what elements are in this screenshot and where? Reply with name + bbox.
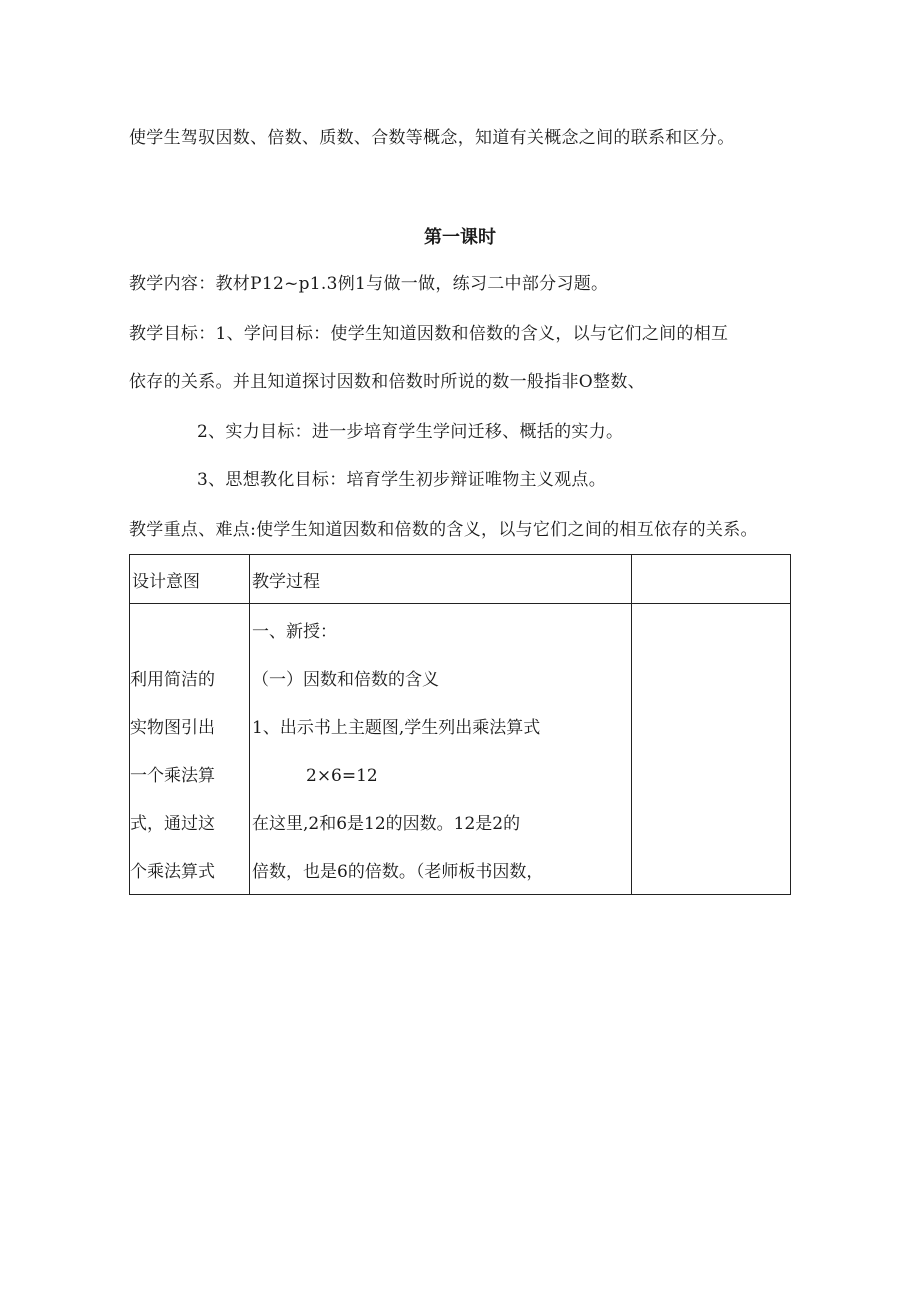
design-intent-line: 一个乘法算 <box>130 766 215 786</box>
process-line: 倍数，也是6的倍数。（老师板书因数， <box>252 862 544 882</box>
intro-paragraph: 使学生驾驭因数、倍数、质数、合数等概念，知道有关概念之间的联系和区分。 <box>129 128 735 148</box>
process-line: （一）因数和倍数的含义 <box>252 670 439 690</box>
design-intent-line: 个乘法算式 <box>130 862 215 882</box>
process-equation: 2×6=12 <box>306 766 378 786</box>
objectives-line-1: 教学目标：1、学问目标：使学生知道因数和倍数的含义，以与它们之间的相互 <box>129 324 729 344</box>
design-intent-line: 实物图引出 <box>130 718 215 738</box>
objectives-line-4: 3、思想教化目标：培育学生初步辩证唯物主义观点。 <box>197 470 607 490</box>
notes-cell <box>632 604 791 895</box>
design-intent-line: 利用简洁的 <box>130 670 215 690</box>
table-header-row <box>130 555 791 604</box>
key-points: 教学重点、难点:使学生知道因数和倍数的含义，以与它们之间的相互依存的关系。 <box>129 520 758 540</box>
header-teaching-process: 教学过程 <box>250 555 632 604</box>
teaching-process-table <box>129 554 791 895</box>
table-row <box>130 604 791 895</box>
design-intent-line: 式，通过这 <box>130 814 215 834</box>
teaching-process-cell <box>250 604 632 895</box>
design-intent-cell <box>130 604 250 895</box>
header-notes <box>632 555 791 604</box>
objectives-line-2: 依存的关系。并且知道探讨因数和倍数时所说的数一般指非O整数、 <box>129 372 645 392</box>
process-line: 一、新授： <box>252 622 337 642</box>
teaching-content: 教学内容：教材P12~p1.3例1与做一做，练习二中部分习题。 <box>129 274 609 294</box>
process-line: 在这里,2和6是12的因数。12是2的 <box>252 814 521 834</box>
header-design-intent: 设计意图 <box>130 555 250 604</box>
objectives-line-3: 2、实力目标：进一步培育学生学问迁移、概括的实力。 <box>197 422 624 442</box>
lesson-title: 第一课时 <box>424 227 496 248</box>
process-line: 1、出示书上主题图,学生列出乘法算式 <box>252 718 541 738</box>
